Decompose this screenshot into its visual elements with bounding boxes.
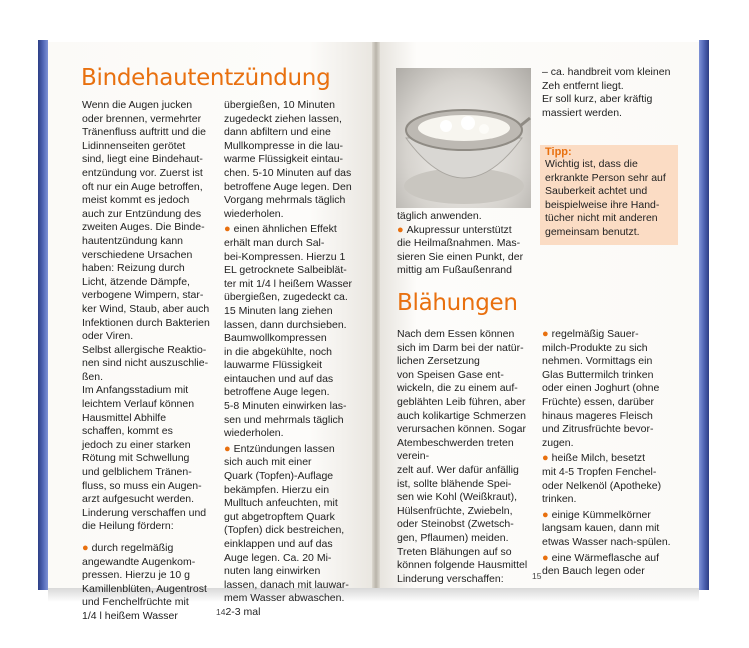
right-top-text: – ca. handbreit vom kleinen Zeh entfernt liegt. Er soll kurz, aber kräftig massiert werden. <box>542 66 671 119</box>
bullet-icon: ● <box>542 551 549 564</box>
bullet-icon: ● <box>224 442 231 455</box>
right-column-2 <box>542 328 692 579</box>
bullet-icon: ● <box>542 508 549 521</box>
page-number-right: 15 <box>532 571 542 581</box>
right-photo-caption-text: täglich anwenden. ● Akupressur unterstützt die Heilmaßnahmen. Mas- sieren Sie einen Punkt, der mittig am Fußaußenrand <box>397 210 524 277</box>
book-gutter <box>372 42 380 590</box>
left-col2-bullet-b: ● einen ähnlichen Effekt erhält man durch Sal- bei-Kompressen. Hierzu 1 EL getrocknete Salbeiblät- ter mit 1/4 l heißem Wasser übergießen, zugedeckt ca. 15 Minuten lang ziehen lassen, dann durchsieben. Baumwollkompressen in die abgekühlte, noch lauwarme Flüssigkeit eintauchen und auf das betroffene Auge legen. 5-8 Minuten einwirken las- sen und mehrmals täglich wiederholen. <box>224 223 352 440</box>
bullet-icon: ● <box>224 223 231 236</box>
left-column-1 <box>82 99 212 624</box>
tip-title: Tipp: <box>545 146 572 158</box>
bullet-icon: ● <box>82 542 89 554</box>
left-col2-para-a: übergießen, 10 Minuten zugedeckt ziehen lassen, dann abfiltern und eine Mullkompresse in die lau- warme Flüssigkeit eintau- chen. 5-10 Minuten auf das betroffene Auge legen. Den Vorgang mehrmals täglich wiederholen. <box>224 99 352 220</box>
left-col2-bullet-c: ● Entzündungen lassen sich auch mit einer Quark (Topfen)-Auflage bekämpfen. Hierzu ein Mulltuch anfeuchten, mit gut abgetropftem Quark (Topfen) dick bestreichen, einklappen und auf das Auge legen. Ca. 20 Mi- nuten lang einwirken lassen, danach mit lauwar- mem Wasser abwaschen. 142-3 mal <box>216 442 349 618</box>
left-column-2 <box>216 99 366 620</box>
strainer-photo <box>396 68 531 208</box>
bullet-icon: ● <box>397 223 404 236</box>
right-col2-bullet-d: ● eine Wärmeflasche auf den Bauch legen oder <box>542 551 660 578</box>
bullet-icon: ● <box>542 328 549 340</box>
left-col1-text: Wenn die Augen jucken oder brennen, vermehrter Tränenfluss auftritt und die Lidinnenseiten gerötet sind, liegt eine Bindehaut- entzündung vor. Zuerst ist oft nur ein Auge betroffen, meist kommt es jedoch auch zur Entzündung des zweiten Auges. Die Binde- hautentzündung kann verschiedene Ursachen haben: Reizung durch Licht, ätzende Dämpfe, verbogene Wimpern, star- ker Wind, Staub, aber auch Infektionen durch Bakterien oder Viren. Selbst allergische Reaktio- nen sind nicht auszuschlie- ßen. Im Anfangsstadium mit leichtem Verlauf können Hausmittel Abhilfe schaffen, kommt es jedoch zu einer starken Rötung mit Schwellung und gelblichem Tränen- fluss, so muss ein Augen- arzt aufgesucht werden. Linderung verschaffen und die Heilung fördern: <box>82 99 210 533</box>
bullet-icon: ● <box>542 452 549 465</box>
left-col1-bullet: ● durch regelmäßig angewandte Augenkom- pressen. Hierzu je 10 g Kamillenblüten, Augentrost und Fenchelfrüchte mit 1/4 l heißem Wasser <box>82 542 207 622</box>
right-col2-bullet-c: ● einige Kümmelkörner langsam kauen, dann mit etwas Wasser nach-spülen. <box>542 508 671 548</box>
right-column-1: Nach dem Essen können sich im Darm bei der natür- lichen Zersetzung von Speisen Gase ent- wickeln, die zu einem auf- geblähten Leib führen, aber auch kolikartige Schmerzen verursachen können. Sogar Atembeschwerden treten verein- zelt auf. Wer dafür anfällig ist, sollte blähende Spei- sen wie Kohl (Weißkraut), Hülsenfrüchte, Zwiebeln, oder Steinobst (Zwetsch- gen, Pflaumen) meiden. Treten Blähungen auf so können folgende Hausmittel Linderung verschaffen: <box>397 328 528 585</box>
strainer-with-quark-icon <box>396 68 531 208</box>
right-col2-bullet-a: ● regelmäßig Sauer- milch-Produkte zu sich nehmen. Vormittags ein Glas Buttermilch trinken oder einen Joghurt (ohne Früchte) essen, darüber hinaus mageres Fleisch und Zitrusfrüchte bevor- zugen. <box>542 328 660 449</box>
right-col2-bullet-b: ● heiße Milch, besetzt mit 4-5 Tropfen Fenchel- oder Nelkenöl (Apotheke) trinken. <box>542 452 662 506</box>
page-heading-bindehautentzuendung: Bindehautentzündung <box>81 65 331 91</box>
book-cover-left-edge <box>38 40 48 590</box>
book-cover-right-edge <box>699 40 709 590</box>
page-number-left: 14 <box>216 606 226 617</box>
tip-text: Wichtig ist, dass die erkrankte Person sehr auf Sauberkeit achtet und beispielweise ihre Hand- tücher nicht mit anderen gemeinsam benutzt. <box>545 158 666 238</box>
page-heading-blaehungen: Blähungen <box>397 290 518 316</box>
